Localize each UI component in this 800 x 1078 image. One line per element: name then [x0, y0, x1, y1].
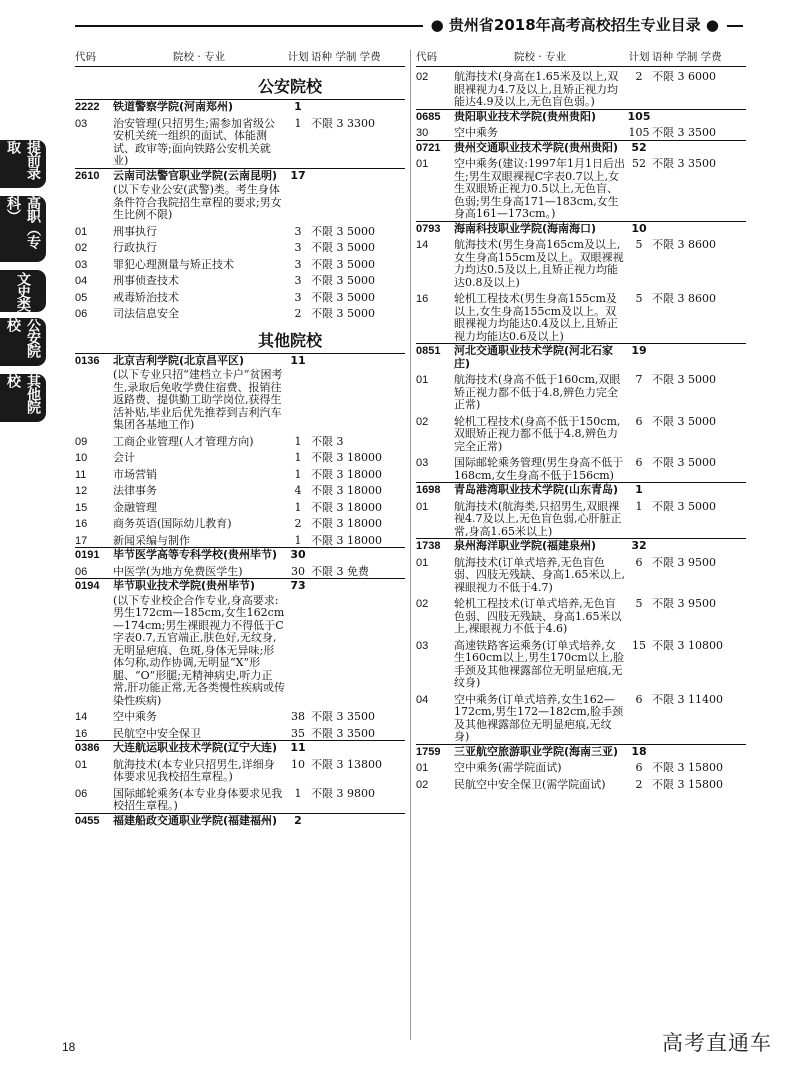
major-row [75, 275, 405, 288]
major-row [416, 598, 746, 636]
major-row [416, 127, 746, 140]
entry-meta [311, 170, 405, 183]
school-row [416, 482, 746, 497]
entry-plan: 3 [294, 290, 302, 304]
entry-plan: 11 [290, 741, 306, 754]
side-tab-other-schools: 其他院校 [0, 374, 46, 422]
entry-plan: 32 [631, 539, 647, 552]
entry-code: 03 [75, 117, 88, 130]
entry-code [75, 184, 113, 222]
school-row [75, 547, 405, 562]
entry-meta: 不限 3 15800 [652, 761, 723, 774]
entry-meta: 不限 3 3500 [652, 157, 716, 170]
entry-code: 06 [75, 308, 88, 320]
entry-code: 01 [416, 762, 429, 774]
school-row [416, 538, 746, 553]
entry-plan: 38 [291, 710, 305, 723]
entry-meta: 不限 3 11400 [652, 692, 723, 706]
entry-code: 05 [75, 291, 88, 304]
entry-meta: 不限 3 免费 [311, 564, 369, 578]
entry-plan: 2 [635, 70, 643, 83]
major-row [75, 226, 405, 239]
entry-code: 1759 [416, 745, 441, 758]
entry-code: 30 [416, 127, 429, 139]
entry-meta [311, 355, 405, 368]
entry-code: 15 [75, 501, 88, 514]
entry-name: 铁道警察学院(河南郑州) [113, 100, 234, 113]
major-row [75, 242, 405, 255]
entry-meta: 不限 3 18000 [311, 500, 382, 514]
entry-name: 航海技术(身高在1.65米及以上,双眼裸视力4.7及以上,且矫正视力均能达4.9及以上,无色盲色弱。) [454, 70, 619, 108]
entry-name: 泉州海洋职业学院(福建泉州) [454, 539, 597, 552]
col-header-meta: 语种 学制 学费 [311, 51, 381, 63]
entry-code: 16 [75, 727, 88, 740]
major-row [75, 485, 405, 498]
entry-name: 航海技术(身高不低于160cm,双眼矫正视力都不低于4.8,辨色力完全正常) [454, 373, 621, 411]
entry-plan: 1 [294, 533, 302, 547]
entry-plan: 6 [635, 414, 643, 428]
entry-name: 民航空中安全保卫(需学院面试) [454, 777, 606, 791]
left-entries [75, 75, 405, 827]
school-row [75, 813, 405, 828]
watermark: 高考直通车 [662, 1031, 772, 1055]
entry-plan [285, 184, 311, 222]
entry-plan: 3 [294, 274, 302, 287]
entry-meta [311, 549, 405, 562]
school-row [416, 109, 746, 124]
entry-meta: 不限 3 5000 [652, 414, 716, 428]
entry-meta: 不限 3 18000 [311, 517, 382, 530]
col-header-name: 院校 · 专业 [513, 51, 566, 63]
entry-plan: 17 [290, 168, 306, 182]
entry-code: 0685 [416, 110, 441, 123]
entry-name: 戒毒矫治技术 [113, 290, 179, 304]
entry-plan: 11 [290, 353, 306, 367]
school-row [75, 740, 405, 755]
entry-plan: 1 [294, 500, 302, 514]
note-row [75, 595, 405, 708]
entry-code: 02 [75, 242, 88, 254]
entry-name: 三亚航空旅游职业学院(海南三亚) [454, 744, 619, 758]
entry-meta [311, 184, 405, 222]
entry-name: (以下专业公安(武警)类。考生身体条件符合我院招生章程的要求;男女生比例不限) [113, 183, 282, 221]
entry-name: 高速铁路客运乘务(订单式培养,女生160cm以上,男生170cm以上,脸手颈及其他裸露部位无明显疤痕,无纹身) [454, 638, 625, 689]
entry-meta [311, 815, 405, 828]
entry-plan: 5 [635, 292, 643, 305]
entry-meta [652, 223, 746, 236]
entry-plan: 1 [294, 116, 302, 130]
school-row [416, 140, 746, 155]
entry-plan: 30 [291, 564, 305, 578]
entry-plan: 2 [635, 777, 643, 791]
entry-meta: 不限 3 9500 [652, 597, 716, 610]
entry-plan: 4 [294, 484, 302, 497]
entry-name: 国际邮轮乘务(本专业身体要求见我校招生章程。) [113, 786, 283, 812]
entry-name: 刑事侦查技术 [113, 274, 179, 287]
entry-name: 河北交通职业技术学院(河北石家庄) [454, 344, 614, 370]
side-tab-police-schools: 公安院校 [0, 318, 46, 366]
entry-code: 03 [75, 258, 88, 271]
entry-meta: 不限 3 5000 [311, 290, 375, 304]
note-row [75, 369, 405, 432]
entry-meta: 不限 3 18000 [311, 467, 382, 481]
major-row [416, 293, 746, 343]
entry-code: 1698 [416, 484, 441, 496]
major-row [75, 452, 405, 465]
entry-name: 行政执行 [113, 241, 157, 254]
col-header-plan: 计划 [287, 51, 309, 63]
entry-meta: 不限 3 5000 [311, 274, 375, 287]
note-row [75, 184, 405, 222]
school-row [75, 168, 405, 183]
entry-plan: 2 [294, 307, 302, 320]
entry-code: 02 [416, 778, 429, 791]
entry-code: 04 [416, 693, 429, 706]
entry-code: 10 [75, 452, 88, 464]
entry-name: 空中乘务 [454, 126, 498, 139]
entry-meta: 不限 3 3500 [311, 710, 375, 723]
major-row [75, 469, 405, 482]
entry-meta: 不限 3 3300 [311, 116, 375, 130]
major-row [416, 158, 746, 221]
entry-code: 03 [416, 457, 429, 469]
entry-meta: 不限 3 5000 [311, 241, 375, 254]
entry-plan: 6 [635, 456, 643, 469]
entry-name: 大连航运职业技术学院(辽宁大连) [113, 741, 278, 754]
entry-name: (以下专业校企合作专业,身高要求:男生172cm—185cm,女生162cm—174cm;男生裸眼视力不得低于C字表0.7,五官端正,肤色好,无纹身,无明显疤痕、色斑,身体无异味;形体匀称,动作协调,无明显“X”形腿、“O”形腿;无精神病史,听力正常,肝功能正常,无各类慢性疾病或传染性疾病) [113, 593, 285, 707]
entry-code: 0136 [75, 354, 100, 367]
entry-meta: 不限 3 5000 [652, 373, 716, 386]
major-row [416, 71, 746, 109]
left-column [75, 50, 405, 827]
entry-code: 14 [75, 711, 88, 723]
major-row [416, 694, 746, 744]
entry-meta [652, 746, 746, 759]
entry-plan: 5 [635, 597, 643, 610]
col-header-plan: 计划 [628, 51, 650, 63]
major-row [75, 535, 405, 548]
entry-plan: 1 [294, 786, 302, 800]
entry-plan: 6 [635, 761, 643, 774]
entry-name: 金融管理 [113, 500, 157, 514]
entry-meta [652, 345, 746, 370]
entry-meta: 不限 3 6000 [652, 70, 716, 83]
major-row [416, 457, 746, 482]
school-row [416, 221, 746, 236]
side-tab-early-admission: 提前录取 [0, 140, 46, 188]
entry-plan: 3 [294, 257, 302, 271]
entry-meta: 不限 3 5000 [311, 257, 375, 271]
entry-code: 12 [75, 485, 88, 497]
entry-name: 商务英语(国际幼儿教育) [113, 517, 232, 530]
major-row [416, 416, 746, 454]
entry-plan: 1 [635, 483, 643, 496]
entry-name: 贵州交通职业技术学院(贵州贵阳) [454, 140, 619, 154]
header-title: ● 贵州省2018年高考高校招生专业目录 ● [423, 14, 727, 36]
entry-name: 空中乘务(需学院面试) [454, 761, 562, 774]
right-entries [416, 71, 746, 791]
entry-plan: 10 [291, 757, 305, 771]
entry-meta [311, 369, 405, 432]
entry-code: 16 [75, 518, 88, 530]
entry-meta: 不限 3 18000 [311, 533, 382, 547]
major-row [416, 640, 746, 690]
major-row [75, 518, 405, 531]
entry-name: 航海技术(航海类,只招男生,双眼裸视4.7及以上,无色盲色弱,心肝脏正常,身高1.65米以上) [454, 499, 622, 538]
entry-meta [652, 484, 746, 497]
entry-name: 空中乘务 [113, 710, 157, 723]
entry-code: 0721 [416, 141, 441, 154]
entry-code: 17 [75, 534, 88, 547]
entry-meta: 不限 3 8600 [652, 238, 716, 251]
entry-name: 轮机工程技术(订单式培养,无色盲色弱、四肢无残缺、身高1.65米以上,裸眼视力不低于4.6) [454, 597, 622, 635]
major-row [75, 308, 405, 321]
entry-name: 罪犯心理测量与矫正技术 [113, 257, 234, 271]
entry-name: 中医学(为地方免费医学生) [113, 564, 243, 578]
entry-code: 06 [75, 565, 88, 578]
entry-plan [285, 595, 311, 708]
entry-plan: 5 [635, 238, 643, 251]
entry-name: 轮机工程技术(男生身高155cm及以上,女生身高155cm及以上。双眼裸视力均能达0.4及以上,且矫正视力均能达0.6及以上) [454, 292, 618, 343]
entry-name: 毕节职业技术学院(贵州毕节) [113, 579, 256, 592]
col-header-code: 代码 [75, 51, 96, 63]
entry-plan: 35 [291, 726, 305, 740]
major-row [416, 239, 746, 289]
entry-plan: 10 [631, 221, 647, 235]
entry-meta: 不限 3 9500 [652, 555, 716, 569]
entry-code: 1738 [416, 540, 441, 552]
page-header [75, 14, 743, 38]
col-header-name: 院校 · 专业 [172, 51, 225, 63]
major-row [75, 436, 405, 449]
entry-name: 航海技术(本专业只招男生,详细身体要求见我校招生章程。) [113, 757, 275, 783]
entry-code: 11 [75, 468, 87, 481]
entry-code: 01 [416, 556, 429, 569]
entry-code: 0455 [75, 814, 100, 827]
col-header-meta: 语种 学制 学费 [652, 51, 722, 63]
entry-meta: 不限 3 3500 [652, 126, 716, 139]
right-column [416, 50, 746, 791]
entry-code: 02 [416, 598, 429, 610]
entry-meta: 不限 3 3500 [311, 726, 375, 740]
column-divider [410, 50, 411, 1040]
entry-name: 轮机工程技术(身高不低于150cm,双眼矫正视力都不低于4.8,辨色力完全正常) [454, 414, 621, 453]
school-row [416, 343, 746, 370]
entry-name: 市场营销 [113, 467, 157, 481]
major-row [416, 762, 746, 775]
entry-plan: 1 [294, 451, 302, 464]
entry-name: 空中乘务(建议:1997年1月1日后出生;男生双眼裸视C字表0.7以上,女生双眼矫正视力0.5以上,无色盲、色弱;男生身高171—183cm,女生身高161—173cm。) [454, 157, 625, 220]
major-row [75, 259, 405, 272]
entry-plan: 3 [294, 224, 302, 238]
entry-code: 02 [416, 415, 429, 428]
entry-plan: 105 [627, 109, 651, 123]
school-row [75, 578, 405, 593]
entry-name: 青岛港湾职业技术学院(山东青岛) [454, 483, 619, 496]
entry-plan: 73 [290, 579, 306, 592]
entry-plan: 6 [635, 692, 643, 706]
entry-plan [285, 369, 311, 432]
side-tab-vocational: 高职（专科） [0, 196, 46, 262]
entry-name: 国际邮轮乘务管理(男生身高不低于168cm,女生身高不低于156cm) [454, 456, 624, 482]
entry-meta: 不限 3 5000 [652, 456, 716, 469]
entry-plan: 15 [632, 638, 646, 652]
section-heading: 其他院校 [257, 330, 322, 350]
entry-name: (以下专业只招“建档立卡户”贫困考生,录取后免收学费住宿费、报销往返路费、提供勤工助学岗位,获得生活补贴,毕业后优先推荐到吉利汽车集团各基地工作) [113, 368, 283, 431]
major-row [75, 292, 405, 305]
school-row [416, 744, 746, 759]
entry-plan: 1 [294, 467, 302, 481]
entry-meta: 不限 3 5000 [311, 224, 375, 238]
entry-code: 01 [416, 500, 429, 513]
entry-name: 毕节医学高等专科学校(贵州毕节) [113, 548, 278, 561]
entry-plan: 52 [631, 140, 647, 154]
entry-name: 工商企业管理(人才管理方向) [113, 434, 254, 448]
entry-meta [311, 580, 405, 593]
school-row [75, 99, 405, 114]
entry-code: 0386 [75, 742, 100, 754]
entry-plan: 2 [294, 517, 302, 530]
entry-plan: 3 [294, 241, 302, 254]
entry-meta [652, 540, 746, 553]
entry-name: 空中乘务(订单式培养,女生162—172cm,男生172—182cm,脸手颈及其他裸露部位无明显疤痕,无纹身) [454, 692, 624, 743]
entry-code: 04 [75, 275, 88, 287]
right-table-header [416, 50, 746, 67]
entry-meta: 不限 3 5000 [311, 307, 375, 320]
major-row [75, 566, 405, 579]
entry-code: 01 [75, 225, 88, 238]
entry-code: 0194 [75, 580, 100, 592]
entry-plan: 7 [635, 373, 643, 386]
major-row [75, 759, 405, 784]
entry-plan: 6 [635, 555, 643, 569]
entry-code: 16 [416, 293, 429, 305]
entry-name: 云南司法警官职业学院(云南昆明) [113, 168, 278, 182]
entry-code [75, 369, 113, 432]
major-row [75, 728, 405, 741]
entry-name: 司法信息安全 [113, 307, 179, 320]
entry-meta: 不限 3 8600 [652, 292, 716, 305]
major-row [416, 557, 746, 595]
major-row [75, 711, 405, 724]
entry-code: 09 [75, 435, 88, 448]
page-number: 18 [62, 1040, 76, 1054]
entry-plan: 1 [635, 499, 643, 513]
entry-meta [652, 142, 746, 155]
left-table-header [75, 50, 405, 67]
entry-meta: 不限 3 18000 [311, 451, 382, 464]
entry-name: 航海技术(订单式培养,无色盲色弱、四肢无残缺、身高1.65米以上,裸眼视力不低于4.7) [454, 555, 625, 594]
side-tab-liberal-arts: 文史类 [0, 270, 46, 312]
entry-code: 0191 [75, 549, 100, 561]
entry-name: 民航空中安全保卫 [113, 726, 201, 740]
entry-name: 北京吉利学院(北京昌平区) [113, 353, 245, 367]
entry-code: 0851 [416, 345, 441, 357]
entry-plan: 19 [631, 344, 647, 357]
entry-name: 新闻采编与制作 [113, 533, 190, 547]
entry-name: 福建船政交通职业学院(福建福州) [113, 813, 278, 827]
entry-meta: 不限 3 13800 [311, 757, 382, 771]
major-row [416, 779, 746, 792]
entry-plan: 2 [294, 813, 302, 827]
entry-name: 刑事执行 [113, 224, 157, 238]
entry-code [75, 595, 113, 708]
entry-meta [311, 742, 405, 755]
entry-plan: 30 [290, 548, 306, 561]
entry-meta: 不限 3 18000 [311, 484, 382, 497]
entry-meta [311, 101, 405, 114]
entry-code: 02 [416, 71, 429, 83]
major-row [416, 374, 746, 412]
major-row [416, 501, 746, 539]
entry-meta: 不限 3 15800 [652, 777, 723, 791]
entry-plan: 18 [631, 744, 647, 758]
entry-meta [652, 111, 746, 124]
entry-name: 贵阳职业技术学院(贵州贵阳) [454, 109, 597, 123]
entry-name: 会计 [113, 451, 135, 464]
entry-meta [311, 595, 405, 708]
entry-name: 治安管理(只招男生;需参加省级公安机关统一组织的面试、体能测试、政审等;面向铁路公安机关就业) [113, 116, 275, 167]
entry-code: 01 [75, 758, 88, 771]
major-row [75, 118, 405, 168]
entry-meta: 不限 3 5000 [652, 499, 716, 513]
entry-plan: 105 [628, 126, 650, 139]
entry-code: 2610 [75, 169, 100, 182]
entry-name: 海南科技职业学院(海南海口) [454, 221, 597, 235]
entry-code: 01 [416, 158, 429, 170]
entry-meta: 不限 3 9800 [311, 786, 375, 800]
major-row [75, 788, 405, 813]
entry-code: 06 [75, 787, 88, 800]
col-header-code: 代码 [416, 51, 437, 63]
entry-plan: 1 [294, 434, 302, 448]
entry-code: 0793 [416, 222, 441, 235]
entry-name: 航海技术(男生身高165cm及以上,女生身高155cm及以上。双眼裸视力均达0.5及以上,且矫正视力均能达0.8及以上) [454, 238, 624, 289]
entry-plan: 52 [632, 157, 646, 170]
entry-plan: 1 [294, 100, 302, 113]
school-row [75, 353, 405, 368]
entry-code: 14 [416, 239, 429, 251]
entry-code: 03 [416, 639, 429, 652]
entry-meta: 不限 3 [311, 434, 344, 448]
section-heading: 公安院校 [257, 77, 322, 96]
entry-meta: 不限 3 10800 [652, 638, 723, 652]
entry-code: 2222 [75, 101, 100, 113]
entry-name: 法律事务 [113, 484, 157, 497]
major-row [75, 502, 405, 515]
entry-code: 01 [416, 374, 429, 386]
